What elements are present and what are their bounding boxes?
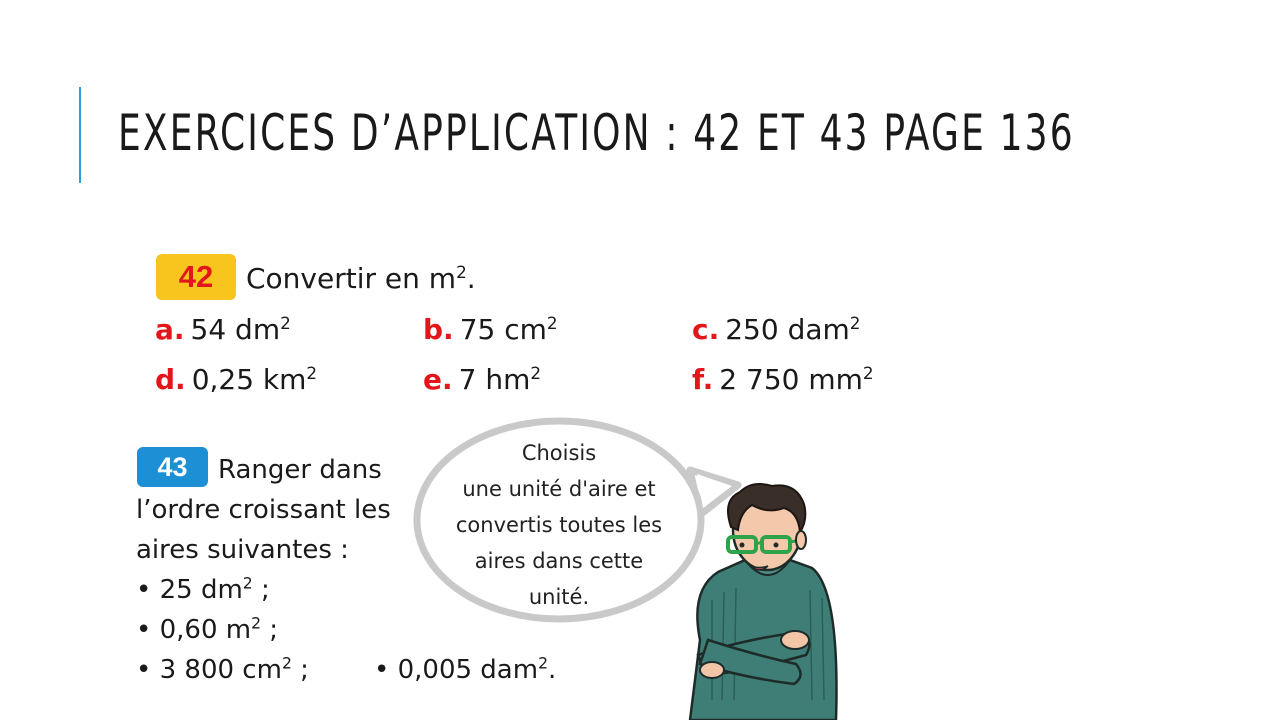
exercise-43-line-2: l’ordre croissant les [136,495,391,525]
area-exponent: 2 [242,574,253,593]
item-label: d. [155,363,186,396]
item-exponent: 2 [280,312,291,333]
bubble-line-3: convertis toutes les [455,513,663,537]
item-exponent: 2 [546,312,558,333]
item-label: f. [692,363,714,396]
item-exponent: 2 [530,362,542,383]
item-value: 54 dm [190,313,281,346]
item-value: 2 750 mm [719,363,863,396]
bubble-line-2: une unité d'aire et [462,477,656,501]
item-exponent: 2 [306,362,318,383]
item-exponent: 2 [849,312,861,333]
instruction-text: Convertir en m [246,262,457,295]
instruction-exponent: 2 [456,261,467,282]
bullet-dot: • [374,655,390,685]
area-exponent: 2 [251,614,262,633]
area-value: 25 dm [159,575,243,605]
item-value: 250 dam [725,313,850,346]
item-label: a. [155,313,185,346]
item-exponent: 2 [862,362,874,383]
instruction-end: . [466,262,476,295]
area-end: ; [291,655,309,685]
item-value: 75 cm [459,313,547,346]
bullet-dot: • [136,655,152,685]
area-end: ; [261,615,279,645]
area-value: 0,60 m [159,615,252,645]
exercise-43-line-1: Ranger dans [218,455,382,485]
student-character [690,484,837,720]
bubble-line-4: aires dans cette [474,549,644,573]
speech-bubble-text [433,435,685,615]
bubble-line-1: Choisis [521,441,597,465]
bubble-line-5: unité. [528,585,590,609]
slide-title: EXERCICES D’APPLICATION : 42 ET 43 PAGE 136 [118,104,1075,162]
exercise-43-badge: 43 [137,447,208,487]
item-label: c. [692,313,720,346]
item-value: 0,25 km [191,363,307,396]
area-value: 0,005 dam [397,655,539,685]
item-label: b. [423,313,454,346]
bullet-dot: • [136,615,152,645]
item-label: e. [423,363,453,396]
area-value: 3 800 cm [159,655,282,685]
area-end: . [548,655,557,685]
item-value: 7 hm [458,363,531,396]
area-exponent: 2 [281,654,292,673]
bullet-dot: • [136,575,152,605]
area-exponent: 2 [538,654,548,673]
exercise-42-badge: 42 [156,254,236,300]
area-end: ; [252,575,270,605]
exercise-43-line-3: aires suivantes : [136,535,349,565]
